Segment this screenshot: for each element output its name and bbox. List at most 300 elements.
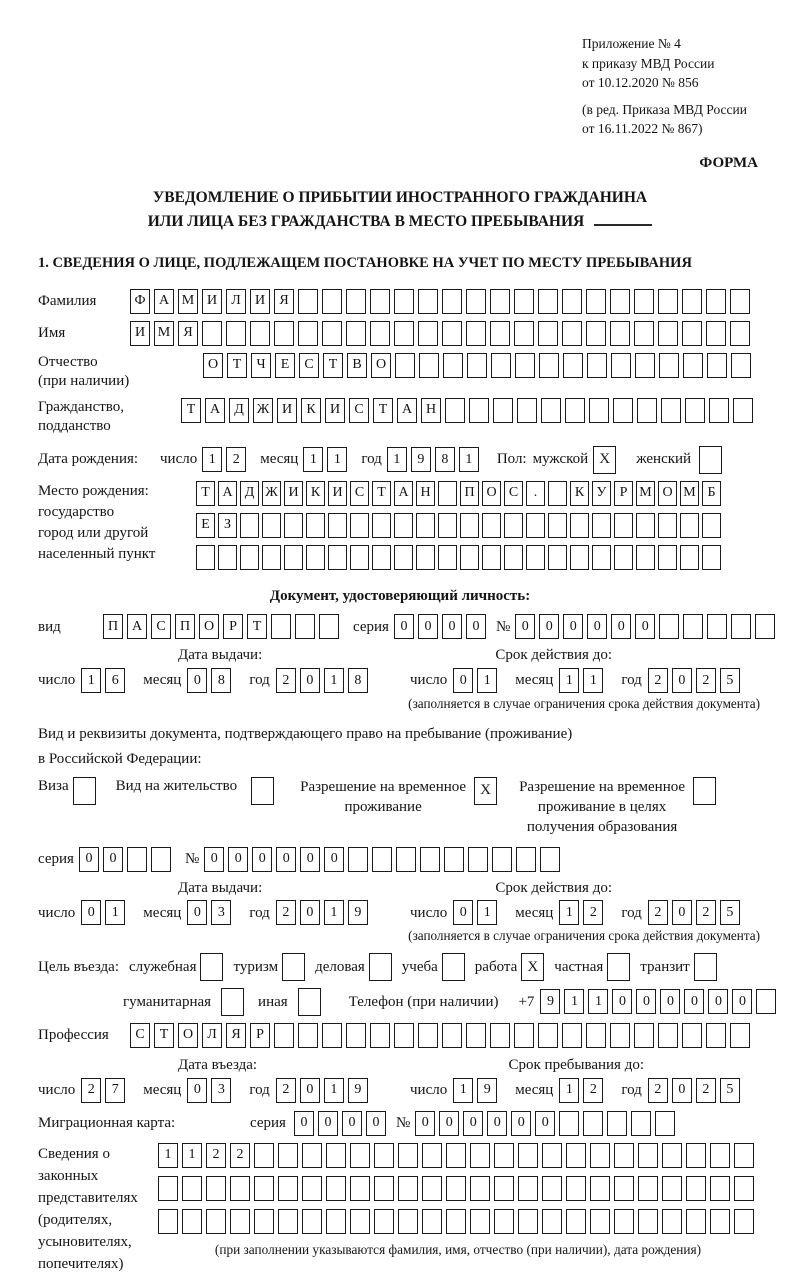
- char-cell[interactable]: С: [151, 614, 171, 639]
- char-cell[interactable]: [370, 289, 390, 314]
- char-cell[interactable]: [196, 545, 215, 570]
- char-cell[interactable]: [469, 398, 489, 423]
- char-cell[interactable]: М: [178, 289, 198, 314]
- char-cell[interactable]: [634, 321, 654, 346]
- representatives-cells-row2[interactable]: [158, 1176, 758, 1201]
- char-cell[interactable]: И: [202, 289, 222, 314]
- char-cell[interactable]: [610, 1023, 630, 1048]
- char-cell[interactable]: [442, 1023, 462, 1048]
- purpose-other-checkbox[interactable]: [298, 988, 321, 1016]
- residence-expiry-year-cells[interactable]: [648, 900, 744, 925]
- char-cell[interactable]: [662, 1143, 682, 1168]
- char-cell[interactable]: [394, 1023, 414, 1048]
- char-cell[interactable]: 1: [182, 1143, 202, 1168]
- char-cell[interactable]: [730, 1023, 750, 1048]
- char-cell[interactable]: [548, 545, 567, 570]
- char-cell[interactable]: 0: [324, 847, 344, 872]
- char-cell[interactable]: О: [482, 481, 501, 506]
- char-cell[interactable]: 1: [387, 447, 407, 472]
- char-cell[interactable]: [466, 1023, 486, 1048]
- char-cell[interactable]: Д: [240, 481, 259, 506]
- char-cell[interactable]: [182, 1176, 202, 1201]
- char-cell[interactable]: [230, 1176, 250, 1201]
- char-cell[interactable]: [278, 1143, 298, 1168]
- char-cell[interactable]: [278, 1176, 298, 1201]
- char-cell[interactable]: [755, 614, 775, 639]
- char-cell[interactable]: 1: [453, 1078, 473, 1103]
- char-cell[interactable]: [661, 398, 681, 423]
- char-cell[interactable]: [731, 353, 751, 378]
- issue-year-cells[interactable]: [276, 668, 372, 693]
- representatives-cells-row1[interactable]: [158, 1143, 758, 1168]
- char-cell[interactable]: 2: [276, 1078, 296, 1103]
- char-cell[interactable]: [322, 1023, 342, 1048]
- char-cell[interactable]: [655, 1111, 675, 1136]
- char-cell[interactable]: 2: [696, 900, 716, 925]
- char-cell[interactable]: [490, 321, 510, 346]
- char-cell[interactable]: А: [205, 398, 225, 423]
- given-name-cells[interactable]: [130, 321, 754, 346]
- char-cell[interactable]: 0: [300, 1078, 320, 1103]
- char-cell[interactable]: [540, 847, 560, 872]
- char-cell[interactable]: У: [592, 481, 611, 506]
- char-cell[interactable]: [306, 513, 325, 538]
- char-cell[interactable]: [254, 1143, 274, 1168]
- char-cell[interactable]: 0: [79, 847, 99, 872]
- char-cell[interactable]: А: [127, 614, 147, 639]
- char-cell[interactable]: [370, 1023, 390, 1048]
- char-cell[interactable]: [526, 513, 545, 538]
- char-cell[interactable]: [302, 1143, 322, 1168]
- char-cell[interactable]: [394, 321, 414, 346]
- char-cell[interactable]: .: [526, 481, 545, 506]
- char-cell[interactable]: [416, 513, 435, 538]
- char-cell[interactable]: Д: [229, 398, 249, 423]
- char-cell[interactable]: [504, 545, 523, 570]
- char-cell[interactable]: [240, 545, 259, 570]
- char-cell[interactable]: 0: [394, 614, 414, 639]
- char-cell[interactable]: С: [350, 481, 369, 506]
- char-cell[interactable]: 0: [294, 1111, 314, 1136]
- char-cell[interactable]: 0: [708, 989, 728, 1014]
- entry-month-cells[interactable]: [187, 1078, 235, 1103]
- char-cell[interactable]: [158, 1209, 178, 1234]
- purpose-private-checkbox[interactable]: [607, 953, 630, 981]
- char-cell[interactable]: А: [397, 398, 417, 423]
- char-cell[interactable]: 2: [276, 668, 296, 693]
- char-cell[interactable]: [438, 513, 457, 538]
- char-cell[interactable]: П: [460, 481, 479, 506]
- char-cell[interactable]: О: [199, 614, 219, 639]
- char-cell[interactable]: 0: [453, 668, 473, 693]
- char-cell[interactable]: [614, 1143, 634, 1168]
- char-cell[interactable]: [583, 1111, 603, 1136]
- char-cell[interactable]: [514, 289, 534, 314]
- char-cell[interactable]: 1: [477, 900, 497, 925]
- char-cell[interactable]: А: [154, 289, 174, 314]
- char-cell[interactable]: 2: [583, 1078, 603, 1103]
- char-cell[interactable]: [636, 545, 655, 570]
- char-cell[interactable]: [494, 1176, 514, 1201]
- char-cell[interactable]: Ч: [251, 353, 271, 378]
- char-cell[interactable]: [418, 289, 438, 314]
- char-cell[interactable]: [490, 1023, 510, 1048]
- char-cell[interactable]: М: [636, 481, 655, 506]
- birth-day-cells[interactable]: [202, 447, 250, 472]
- char-cell[interactable]: [394, 513, 413, 538]
- char-cell[interactable]: [206, 1209, 226, 1234]
- char-cell[interactable]: 0: [672, 1078, 692, 1103]
- char-cell[interactable]: 5: [720, 900, 740, 925]
- char-cell[interactable]: 0: [300, 900, 320, 925]
- char-cell[interactable]: [685, 398, 705, 423]
- char-cell[interactable]: 0: [418, 614, 438, 639]
- char-cell[interactable]: Я: [226, 1023, 246, 1048]
- char-cell[interactable]: [418, 321, 438, 346]
- char-cell[interactable]: О: [371, 353, 391, 378]
- representatives-cells-row3[interactable]: [158, 1209, 758, 1234]
- char-cell[interactable]: [638, 1176, 658, 1201]
- char-cell[interactable]: [538, 321, 558, 346]
- char-cell[interactable]: [350, 1209, 370, 1234]
- char-cell[interactable]: 9: [348, 900, 368, 925]
- char-cell[interactable]: [446, 1143, 466, 1168]
- char-cell[interactable]: [443, 353, 463, 378]
- char-cell[interactable]: [515, 353, 535, 378]
- char-cell[interactable]: [482, 545, 501, 570]
- char-cell[interactable]: [492, 847, 512, 872]
- char-cell[interactable]: Е: [275, 353, 295, 378]
- char-cell[interactable]: 2: [276, 900, 296, 925]
- char-cell[interactable]: [636, 513, 655, 538]
- char-cell[interactable]: О: [658, 481, 677, 506]
- char-cell[interactable]: [658, 289, 678, 314]
- residence-issue-month-cells[interactable]: [187, 900, 235, 925]
- char-cell[interactable]: А: [218, 481, 237, 506]
- char-cell[interactable]: И: [277, 398, 297, 423]
- char-cell[interactable]: [374, 1176, 394, 1201]
- char-cell[interactable]: [586, 321, 606, 346]
- char-cell[interactable]: [326, 1143, 346, 1168]
- char-cell[interactable]: [587, 353, 607, 378]
- char-cell[interactable]: [460, 513, 479, 538]
- char-cell[interactable]: О: [178, 1023, 198, 1048]
- residence-issue-year-cells[interactable]: [276, 900, 372, 925]
- char-cell[interactable]: 1: [588, 989, 608, 1014]
- char-cell[interactable]: 0: [672, 668, 692, 693]
- char-cell[interactable]: 0: [187, 668, 207, 693]
- char-cell[interactable]: Т: [373, 398, 393, 423]
- char-cell[interactable]: 0: [587, 614, 607, 639]
- char-cell[interactable]: [542, 1209, 562, 1234]
- char-cell[interactable]: 0: [466, 614, 486, 639]
- char-cell[interactable]: [538, 1023, 558, 1048]
- char-cell[interactable]: 0: [635, 614, 655, 639]
- char-cell[interactable]: [127, 847, 147, 872]
- char-cell[interactable]: [442, 289, 462, 314]
- char-cell[interactable]: 1: [327, 447, 347, 472]
- char-cell[interactable]: [680, 513, 699, 538]
- char-cell[interactable]: Е: [196, 513, 215, 538]
- residence-issue-day-cells[interactable]: [81, 900, 129, 925]
- char-cell[interactable]: [590, 1143, 610, 1168]
- char-cell[interactable]: Л: [202, 1023, 222, 1048]
- char-cell[interactable]: [346, 1023, 366, 1048]
- sex-female-checkbox[interactable]: [699, 446, 722, 474]
- issue-day-cells[interactable]: [81, 668, 129, 693]
- char-cell[interactable]: [284, 545, 303, 570]
- char-cell[interactable]: Т: [323, 353, 343, 378]
- char-cell[interactable]: [590, 1176, 610, 1201]
- char-cell[interactable]: [686, 1143, 706, 1168]
- char-cell[interactable]: [563, 353, 583, 378]
- stay-day-cells[interactable]: [453, 1078, 501, 1103]
- char-cell[interactable]: 0: [342, 1111, 362, 1136]
- char-cell[interactable]: [422, 1176, 442, 1201]
- char-cell[interactable]: [635, 353, 655, 378]
- char-cell[interactable]: О: [203, 353, 223, 378]
- char-cell[interactable]: [733, 398, 753, 423]
- char-cell[interactable]: Я: [178, 321, 198, 346]
- char-cell[interactable]: 0: [187, 1078, 207, 1103]
- char-cell[interactable]: [756, 989, 776, 1014]
- char-cell[interactable]: И: [130, 321, 150, 346]
- char-cell[interactable]: [460, 545, 479, 570]
- char-cell[interactable]: 8: [435, 447, 455, 472]
- char-cell[interactable]: [398, 1143, 418, 1168]
- doc-series-cells[interactable]: [394, 614, 490, 639]
- char-cell[interactable]: 0: [276, 847, 296, 872]
- char-cell[interactable]: Р: [614, 481, 633, 506]
- char-cell[interactable]: [374, 1209, 394, 1234]
- char-cell[interactable]: [470, 1209, 490, 1234]
- char-cell[interactable]: [182, 1209, 202, 1234]
- char-cell[interactable]: [158, 1176, 178, 1201]
- char-cell[interactable]: С: [130, 1023, 150, 1048]
- char-cell[interactable]: С: [299, 353, 319, 378]
- char-cell[interactable]: [202, 321, 222, 346]
- char-cell[interactable]: 2: [206, 1143, 226, 1168]
- char-cell[interactable]: [206, 1176, 226, 1201]
- char-cell[interactable]: [562, 289, 582, 314]
- char-cell[interactable]: [442, 321, 462, 346]
- char-cell[interactable]: [491, 353, 511, 378]
- char-cell[interactable]: 0: [539, 614, 559, 639]
- char-cell[interactable]: 9: [477, 1078, 497, 1103]
- char-cell[interactable]: [614, 545, 633, 570]
- surname-cells[interactable]: [130, 289, 754, 314]
- char-cell[interactable]: Ф: [130, 289, 150, 314]
- char-cell[interactable]: 0: [252, 847, 272, 872]
- char-cell[interactable]: [298, 289, 318, 314]
- char-cell[interactable]: [494, 1143, 514, 1168]
- char-cell[interactable]: Н: [421, 398, 441, 423]
- char-cell[interactable]: [637, 398, 657, 423]
- char-cell[interactable]: [262, 545, 281, 570]
- char-cell[interactable]: [682, 1023, 702, 1048]
- char-cell[interactable]: [662, 1176, 682, 1201]
- purpose-transit-checkbox[interactable]: [694, 953, 717, 981]
- char-cell[interactable]: Т: [196, 481, 215, 506]
- char-cell[interactable]: Р: [223, 614, 243, 639]
- char-cell[interactable]: 1: [303, 447, 323, 472]
- char-cell[interactable]: 8: [211, 668, 231, 693]
- char-cell[interactable]: [394, 545, 413, 570]
- char-cell[interactable]: 0: [612, 989, 632, 1014]
- char-cell[interactable]: [542, 1176, 562, 1201]
- birth-month-cells[interactable]: [303, 447, 351, 472]
- char-cell[interactable]: [702, 545, 721, 570]
- char-cell[interactable]: [586, 289, 606, 314]
- char-cell[interactable]: [541, 398, 561, 423]
- char-cell[interactable]: [610, 321, 630, 346]
- char-cell[interactable]: М: [154, 321, 174, 346]
- char-cell[interactable]: [634, 1023, 654, 1048]
- char-cell[interactable]: 2: [648, 668, 668, 693]
- char-cell[interactable]: 6: [105, 668, 125, 693]
- char-cell[interactable]: С: [349, 398, 369, 423]
- char-cell[interactable]: [526, 545, 545, 570]
- char-cell[interactable]: 2: [648, 1078, 668, 1103]
- char-cell[interactable]: 9: [540, 989, 560, 1014]
- char-cell[interactable]: [590, 1209, 610, 1234]
- char-cell[interactable]: [518, 1176, 538, 1201]
- char-cell[interactable]: [566, 1209, 586, 1234]
- char-cell[interactable]: Т: [154, 1023, 174, 1048]
- patronymic-cells[interactable]: [203, 353, 755, 378]
- char-cell[interactable]: [346, 321, 366, 346]
- char-cell[interactable]: [319, 614, 339, 639]
- char-cell[interactable]: 0: [204, 847, 224, 872]
- char-cell[interactable]: [422, 1143, 442, 1168]
- char-cell[interactable]: [730, 289, 750, 314]
- char-cell[interactable]: [592, 545, 611, 570]
- char-cell[interactable]: [490, 289, 510, 314]
- char-cell[interactable]: [226, 321, 246, 346]
- char-cell[interactable]: [254, 1209, 274, 1234]
- char-cell[interactable]: [504, 513, 523, 538]
- char-cell[interactable]: [517, 398, 537, 423]
- char-cell[interactable]: [614, 1209, 634, 1234]
- char-cell[interactable]: [730, 321, 750, 346]
- char-cell[interactable]: 1: [81, 668, 101, 693]
- doc-number-cells[interactable]: [515, 614, 779, 639]
- migration-number-cells[interactable]: [415, 1111, 679, 1136]
- profession-cells[interactable]: [130, 1023, 754, 1048]
- char-cell[interactable]: [559, 1111, 579, 1136]
- char-cell[interactable]: Р: [250, 1023, 270, 1048]
- char-cell[interactable]: 0: [672, 900, 692, 925]
- char-cell[interactable]: [438, 545, 457, 570]
- char-cell[interactable]: 2: [81, 1078, 101, 1103]
- char-cell[interactable]: 2: [230, 1143, 250, 1168]
- char-cell[interactable]: [706, 321, 726, 346]
- birth-year-cells[interactable]: [387, 447, 483, 472]
- char-cell[interactable]: [518, 1209, 538, 1234]
- char-cell[interactable]: Я: [274, 289, 294, 314]
- char-cell[interactable]: [446, 1176, 466, 1201]
- char-cell[interactable]: 0: [442, 614, 462, 639]
- char-cell[interactable]: [468, 847, 488, 872]
- char-cell[interactable]: 3: [211, 1078, 231, 1103]
- char-cell[interactable]: [395, 353, 415, 378]
- issue-month-cells[interactable]: [187, 668, 235, 693]
- char-cell[interactable]: 0: [684, 989, 704, 1014]
- birth-place-cells-row1[interactable]: [196, 481, 724, 506]
- char-cell[interactable]: [398, 1176, 418, 1201]
- char-cell[interactable]: [230, 1209, 250, 1234]
- char-cell[interactable]: 1: [105, 900, 125, 925]
- char-cell[interactable]: [466, 289, 486, 314]
- char-cell[interactable]: 2: [696, 1078, 716, 1103]
- char-cell[interactable]: [734, 1143, 754, 1168]
- char-cell[interactable]: П: [103, 614, 123, 639]
- char-cell[interactable]: [710, 1143, 730, 1168]
- stay-month-cells[interactable]: [559, 1078, 607, 1103]
- char-cell[interactable]: 1: [564, 989, 584, 1014]
- char-cell[interactable]: [445, 398, 465, 423]
- entry-year-cells[interactable]: [276, 1078, 372, 1103]
- char-cell[interactable]: [539, 353, 559, 378]
- residence-series-cells[interactable]: [79, 847, 175, 872]
- char-cell[interactable]: И: [284, 481, 303, 506]
- char-cell[interactable]: 1: [202, 447, 222, 472]
- char-cell[interactable]: [396, 847, 416, 872]
- char-cell[interactable]: 0: [439, 1111, 459, 1136]
- char-cell[interactable]: [682, 321, 702, 346]
- char-cell[interactable]: В: [347, 353, 367, 378]
- char-cell[interactable]: [734, 1176, 754, 1201]
- char-cell[interactable]: Т: [181, 398, 201, 423]
- char-cell[interactable]: [328, 513, 347, 538]
- char-cell[interactable]: [350, 1143, 370, 1168]
- char-cell[interactable]: [348, 847, 368, 872]
- char-cell[interactable]: 3: [211, 900, 231, 925]
- char-cell[interactable]: [683, 353, 703, 378]
- char-cell[interactable]: Л: [226, 289, 246, 314]
- char-cell[interactable]: 5: [720, 1078, 740, 1103]
- char-cell[interactable]: 1: [324, 900, 344, 925]
- char-cell[interactable]: Т: [372, 481, 391, 506]
- char-cell[interactable]: [493, 398, 513, 423]
- temp-permit-checkbox[interactable]: X: [474, 777, 497, 805]
- char-cell[interactable]: [570, 545, 589, 570]
- char-cell[interactable]: [638, 1143, 658, 1168]
- char-cell[interactable]: [613, 398, 633, 423]
- char-cell[interactable]: П: [175, 614, 195, 639]
- char-cell[interactable]: [682, 289, 702, 314]
- purpose-official-checkbox[interactable]: [200, 953, 223, 981]
- char-cell[interactable]: [298, 321, 318, 346]
- char-cell[interactable]: [592, 513, 611, 538]
- char-cell[interactable]: [710, 1176, 730, 1201]
- char-cell[interactable]: [702, 513, 721, 538]
- char-cell[interactable]: [322, 289, 342, 314]
- char-cell[interactable]: [611, 353, 631, 378]
- char-cell[interactable]: [516, 847, 536, 872]
- residence-expiry-month-cells[interactable]: [559, 900, 607, 925]
- expiry-month-cells[interactable]: [559, 668, 607, 693]
- char-cell[interactable]: 2: [583, 900, 603, 925]
- char-cell[interactable]: [151, 847, 171, 872]
- char-cell[interactable]: [607, 1111, 627, 1136]
- char-cell[interactable]: [470, 1143, 490, 1168]
- char-cell[interactable]: [659, 353, 679, 378]
- char-cell[interactable]: 0: [636, 989, 656, 1014]
- char-cell[interactable]: Ж: [253, 398, 273, 423]
- char-cell[interactable]: [710, 1209, 730, 1234]
- char-cell[interactable]: 1: [324, 1078, 344, 1103]
